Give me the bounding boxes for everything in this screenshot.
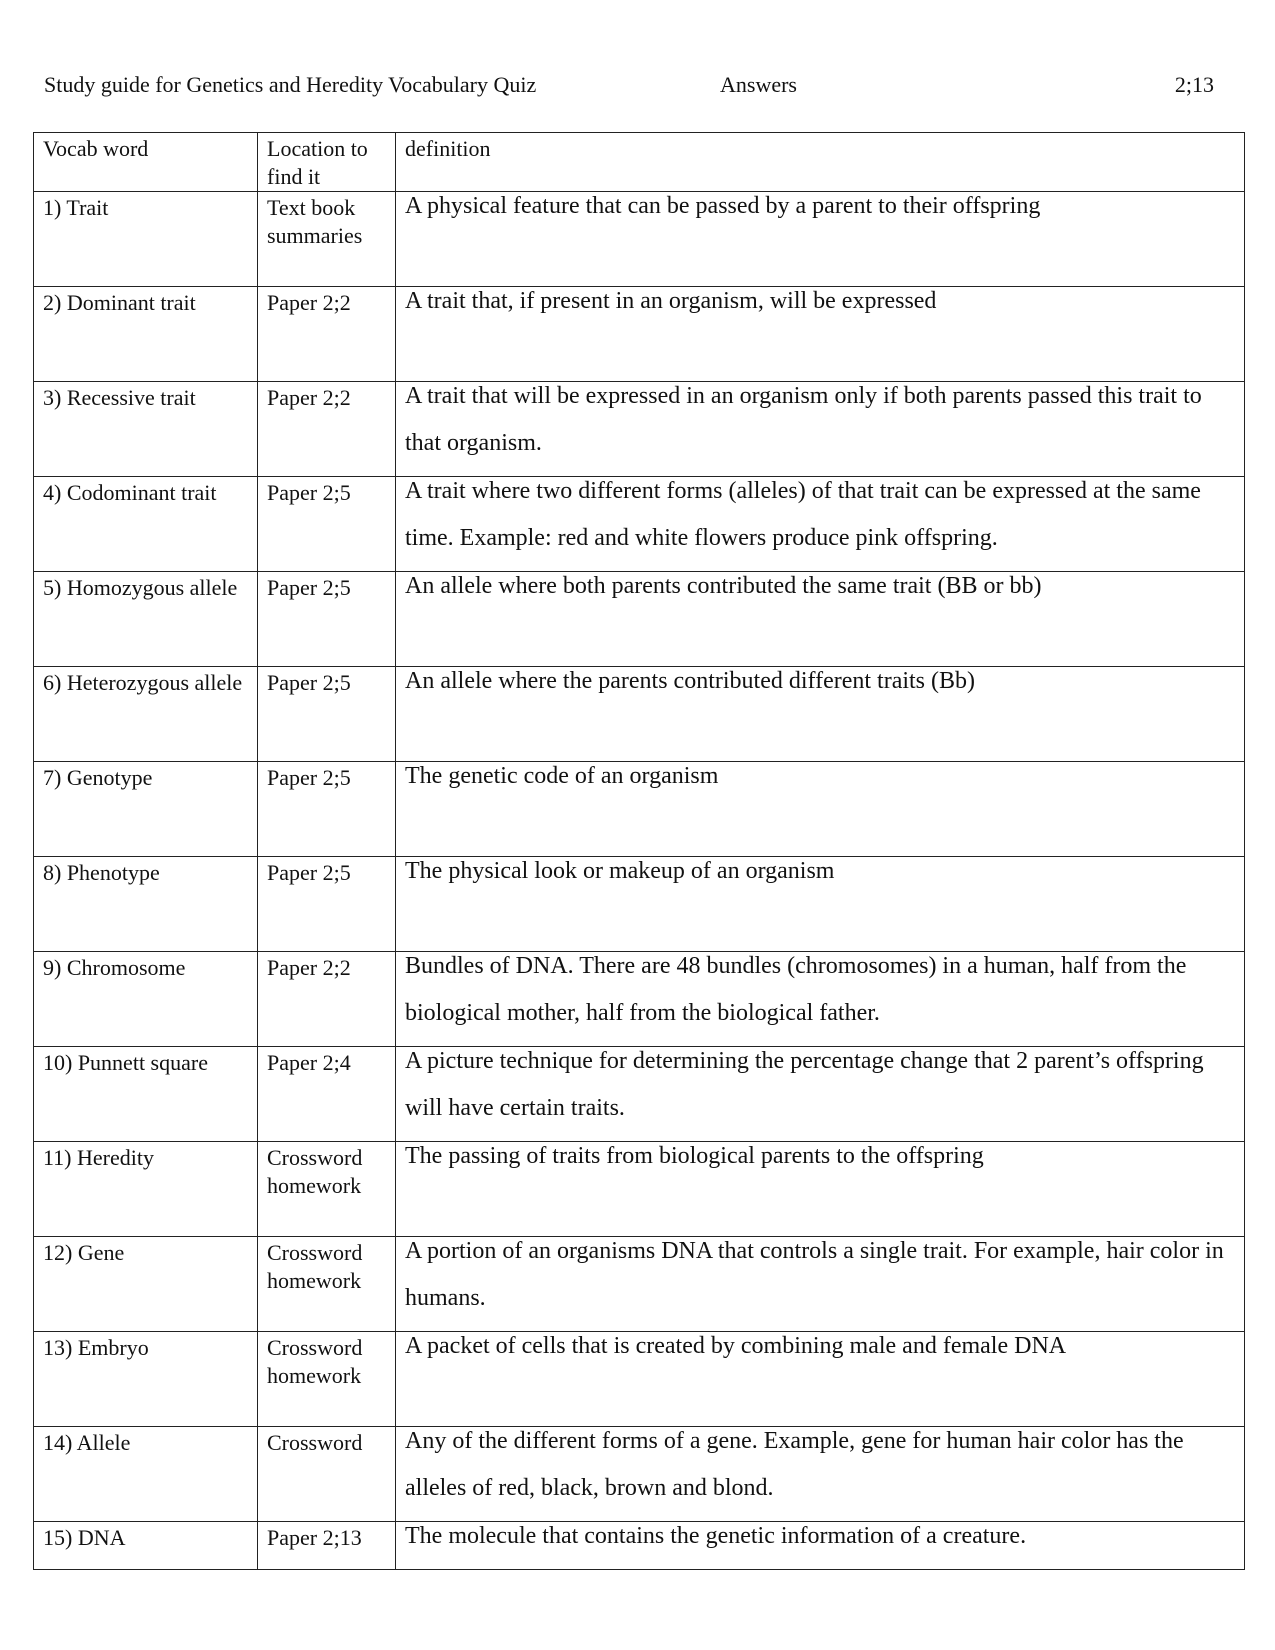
location-text: Crossword homework — [267, 1145, 363, 1198]
definition-cell — [396, 952, 1245, 1047]
definition-cell — [396, 667, 1245, 762]
definition-cell — [396, 1522, 1245, 1570]
vocab-word: 11) Heredity — [43, 1145, 154, 1170]
definition-text: A physical feature that can be passed by a parent to their offspring — [405, 193, 1041, 219]
definition-cell — [396, 382, 1245, 477]
vocab-word: 1) Trait — [43, 195, 109, 220]
definition-cell — [396, 1332, 1245, 1427]
location-cell — [258, 287, 396, 382]
definition-cell — [396, 192, 1245, 287]
location-text: Paper 2;13 — [267, 1525, 362, 1550]
table-row — [34, 1237, 1245, 1332]
table-row — [34, 192, 1245, 287]
definition-text: A trait that, if present in an organism, will be expressed — [405, 288, 937, 314]
location-cell — [258, 1047, 396, 1142]
column-header: Vocab word — [43, 136, 149, 161]
location-cell — [258, 1427, 396, 1522]
location-cell — [258, 952, 396, 1047]
vocab-word: 6) Heterozygous allele — [43, 670, 243, 695]
vocab-word-cell — [34, 1237, 258, 1332]
definition-cell — [396, 572, 1245, 667]
table-row — [34, 287, 1245, 382]
definition-cell — [396, 1142, 1245, 1237]
vocab-word-cell — [34, 287, 258, 382]
location-cell — [258, 1522, 396, 1570]
location-cell — [258, 1332, 396, 1427]
location-text: Crossword homework — [267, 1335, 363, 1388]
location-cell — [258, 857, 396, 952]
vocab-word: 3) Recessive trait — [43, 385, 196, 410]
location-cell — [258, 477, 396, 572]
header-cell-definition — [396, 133, 1245, 192]
table-row — [34, 1427, 1245, 1522]
definition-cell — [396, 1047, 1245, 1142]
vocab-word-cell — [34, 1522, 258, 1570]
column-header: Location to find it — [267, 136, 368, 189]
header-cell-word — [34, 133, 258, 192]
definition-text: Any of the different forms of a gene. Example, gene for human hair color has the alleles of red, black, brown and blond. — [405, 1428, 1184, 1501]
definition-text: An allele where the parents contributed different traits (Bb) — [405, 668, 976, 694]
answers-label: Answers — [720, 72, 797, 97]
document-title: Study guide for Genetics and Heredity Vocabulary Quiz — [44, 72, 537, 97]
vocab-word-cell — [34, 1142, 258, 1237]
vocab-word-cell — [34, 382, 258, 477]
definition-text: A portion of an organisms DNA that controls a single trait. For example, hair color in humans. — [405, 1238, 1224, 1311]
table-header-row — [34, 133, 1245, 192]
location-cell — [258, 382, 396, 477]
vocab-word: 13) Embryo — [43, 1335, 149, 1360]
vocab-word: 2) Dominant trait — [43, 290, 196, 315]
definition-text: The passing of traits from biological parents to the offspring — [405, 1143, 984, 1169]
table-row — [34, 572, 1245, 667]
definition-text: The molecule that contains the genetic information of a creature. — [405, 1523, 1027, 1549]
location-text: Paper 2;4 — [267, 1050, 351, 1075]
definition-cell — [396, 1237, 1245, 1332]
vocab-word: 12) Gene — [43, 1240, 125, 1265]
vocab-word: 4) Codominant trait — [43, 480, 217, 505]
vocab-word: 5) Homozygous allele — [43, 575, 238, 600]
column-header: definition — [405, 136, 491, 161]
vocab-word-cell — [34, 1427, 258, 1522]
table-row — [34, 667, 1245, 762]
table-row — [34, 1142, 1245, 1237]
location-cell — [258, 192, 396, 287]
definition-cell — [396, 477, 1245, 572]
definition-text: A trait where two different forms (alleles) of that trait can be expressed at the same time. Example: red and white flowers produce pink offspring. — [405, 478, 1201, 551]
vocab-word-cell — [34, 1332, 258, 1427]
location-text: Paper 2;2 — [267, 955, 351, 980]
table-row — [34, 1047, 1245, 1142]
definition-cell — [396, 1427, 1245, 1522]
location-text: Paper 2;5 — [267, 765, 351, 790]
location-cell — [258, 667, 396, 762]
location-text: Crossword homework — [267, 1240, 363, 1293]
vocab-word: 10) Punnett square — [43, 1050, 208, 1075]
table-row — [34, 952, 1245, 1047]
table-row — [34, 1522, 1245, 1570]
vocab-word-cell — [34, 762, 258, 857]
definition-text: A picture technique for determining the percentage change that 2 parent’s offspring will have certain traits. — [405, 1048, 1204, 1121]
table-row — [34, 382, 1245, 477]
vocab-word-cell — [34, 667, 258, 762]
location-text: Text book summaries — [267, 195, 363, 248]
document-header — [44, 72, 1214, 104]
table-row — [34, 1332, 1245, 1427]
definition-cell — [396, 762, 1245, 857]
definition-text: The physical look or makeup of an organism — [405, 858, 835, 884]
vocab-word-cell — [34, 952, 258, 1047]
vocab-word: 9) Chromosome — [43, 955, 186, 980]
location-text: Crossword — [267, 1430, 363, 1455]
location-text: Paper 2;5 — [267, 575, 351, 600]
definition-text: A trait that will be expressed in an organism only if both parents passed this trait to that organism. — [405, 383, 1202, 456]
vocab-word-cell — [34, 572, 258, 667]
vocabulary-table — [33, 132, 1245, 1570]
definition-text: Bundles of DNA. There are 48 bundles (chromosomes) in a human, half from the biological mother, half from the biological father. — [405, 953, 1187, 1026]
location-cell — [258, 1237, 396, 1332]
table-row — [34, 477, 1245, 572]
location-text: Paper 2;2 — [267, 385, 351, 410]
location-text: Paper 2;5 — [267, 670, 351, 695]
location-text: Paper 2;5 — [267, 860, 351, 885]
table-row — [34, 857, 1245, 952]
vocab-word: 7) Genotype — [43, 765, 153, 790]
header-cell-location — [258, 133, 396, 192]
page-reference: 2;13 — [1174, 72, 1214, 97]
location-cell — [258, 762, 396, 857]
definition-text: A packet of cells that is created by combining male and female DNA — [405, 1333, 1067, 1359]
location-cell — [258, 572, 396, 667]
vocab-word: 14) Allele — [43, 1430, 131, 1455]
vocab-word-cell — [34, 1047, 258, 1142]
vocab-word: 15) DNA — [43, 1525, 126, 1550]
definition-cell — [396, 287, 1245, 382]
definition-cell — [396, 857, 1245, 952]
location-text: Paper 2;5 — [267, 480, 351, 505]
definition-text: The genetic code of an organism — [405, 763, 719, 789]
location-text: Paper 2;2 — [267, 290, 351, 315]
definition-text: An allele where both parents contributed the same trait (BB or bb) — [405, 573, 1042, 599]
vocab-word-cell — [34, 192, 258, 287]
vocab-word: 8) Phenotype — [43, 860, 160, 885]
table-row — [34, 762, 1245, 857]
vocab-word-cell — [34, 477, 258, 572]
vocab-word-cell — [34, 857, 258, 952]
location-cell — [258, 1142, 396, 1237]
